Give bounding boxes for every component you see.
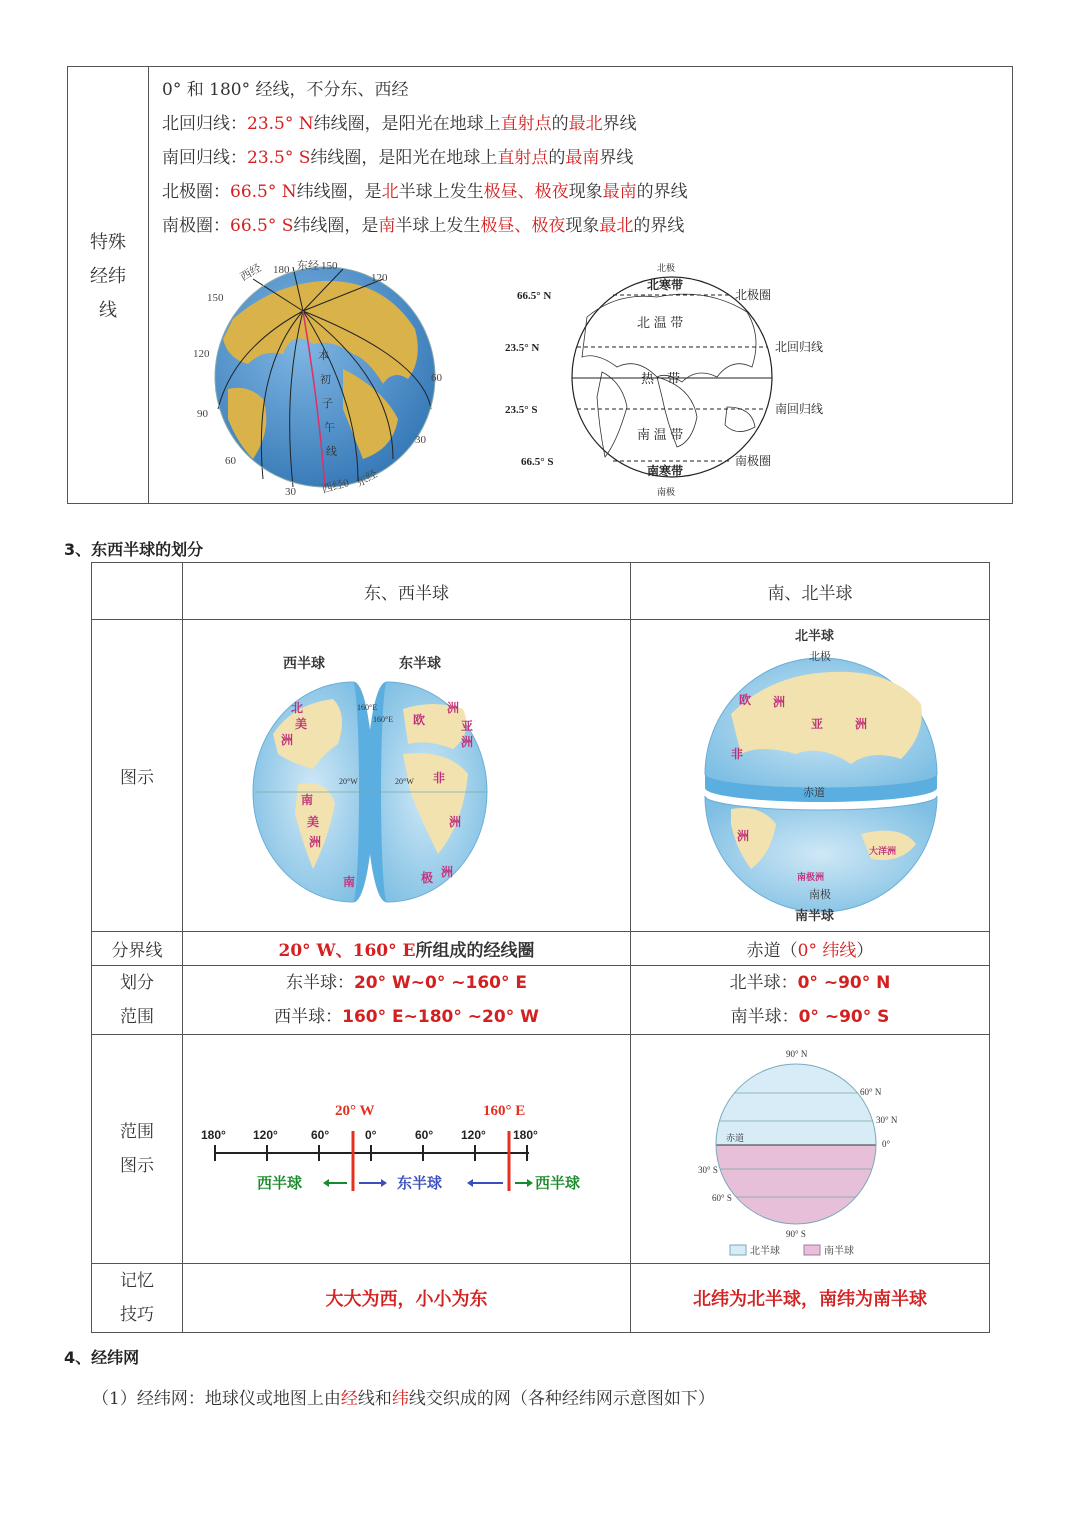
row-label-line: 特殊 <box>90 232 126 253</box>
climate-zones-diagram <box>505 257 824 497</box>
lat-label: 0° <box>882 1139 891 1149</box>
text-segment: 极昼、极夜 <box>480 216 566 236</box>
section-4-line <box>92 1384 715 1409</box>
continent-char: 非 <box>433 771 446 785</box>
text-segment: 极昼、极夜 <box>483 182 569 202</box>
text-segment: 最北 <box>599 216 634 236</box>
word-wei: 纬 <box>391 1389 409 1409</box>
continent-label: 南极洲 <box>797 872 825 882</box>
lat-label: 30° S <box>698 1165 718 1175</box>
ns-globe-cell <box>631 620 990 932</box>
meridian-globe-diagram <box>193 259 453 499</box>
globe1-label: 150 <box>321 260 338 272</box>
boundary-text: 赤道（ <box>746 941 798 961</box>
row-label-boundary: 分界线 <box>92 932 183 966</box>
globe1-label: 西经 <box>238 262 264 284</box>
east-west-hemisphere-diagram <box>253 654 513 904</box>
special-line-row <box>162 141 688 175</box>
memory-ew: 大大为西，小小为东 <box>183 1264 631 1333</box>
text-segment: 南 <box>378 216 396 236</box>
south-hemisphere-title: 南半球 <box>795 908 835 923</box>
continent-char: 洲 <box>461 735 474 749</box>
continent-char: 南 <box>343 875 356 889</box>
text-segment: 北回归线： <box>162 114 247 134</box>
legend-north-swatch <box>730 1245 746 1255</box>
north-south-hemisphere-diagram <box>701 624 941 924</box>
division-text: 西半球： <box>274 1007 343 1027</box>
arrow-head <box>323 1179 329 1187</box>
arrow-head <box>467 1179 473 1187</box>
axis-tick-label: 60° <box>415 1128 434 1142</box>
continent-char: 美 <box>307 815 320 829</box>
prime-meridian-char: 子 <box>322 398 333 410</box>
division-ns <box>631 966 990 1035</box>
lat-label: 90° N <box>786 1049 808 1059</box>
equator-label: 赤道 <box>803 787 825 799</box>
east-hemisphere-label: 东半球 <box>397 1175 443 1192</box>
text-segment: 23.5° N <box>247 114 314 134</box>
globe1-label: 东经 <box>297 260 319 272</box>
division-line <box>631 1000 989 1034</box>
continent-char: 欧 <box>413 713 426 727</box>
content-cell <box>149 67 1013 504</box>
west-hemisphere-label: 西半球 <box>535 1175 581 1192</box>
continent-char: 极 <box>421 871 434 885</box>
special-line-row <box>162 209 688 243</box>
globe1-label: 90 <box>197 408 208 420</box>
globe1-label: 60 <box>431 372 442 384</box>
special-line-row <box>162 175 688 209</box>
text-segment: 的界线 <box>636 182 688 202</box>
text-segment: 最北 <box>568 114 603 134</box>
arrow-head <box>381 1179 387 1187</box>
globe1-label: 120 <box>193 348 210 360</box>
zone-label: 南寒带 <box>647 464 684 478</box>
text-segment: 纬线圈，是阳光在地球上 <box>310 148 498 168</box>
text-segment: 的 <box>548 148 566 168</box>
legend-north-label: 北半球 <box>750 1246 780 1257</box>
text-segment: 的界线 <box>633 216 685 236</box>
lat-name: 南回归线 <box>775 402 824 416</box>
globe1-label: 西经0 <box>320 477 351 496</box>
north-pole-label: 北极 <box>809 651 831 663</box>
row-label-line: 经纬 <box>90 266 126 287</box>
axis-tick-label: 180° <box>201 1128 226 1142</box>
lat-label: 90° S <box>786 1229 806 1239</box>
meridian-label: 160°E <box>373 715 394 724</box>
prime-meridian-char: 本 <box>318 350 329 362</box>
prime-meridian-char: 午 <box>324 422 335 434</box>
zone-label: 南 温 带 <box>637 427 684 442</box>
row-label-range-diagram <box>92 1035 183 1264</box>
lat-label: 30° N <box>876 1115 898 1125</box>
division-line <box>183 1000 630 1034</box>
division-text: 南半球： <box>730 1007 799 1027</box>
header-empty-cell <box>92 563 183 620</box>
division-text: 160° E~180° ~20° W <box>342 1007 539 1027</box>
axis-tick-label: 60° <box>311 1128 330 1142</box>
axis-tick-label: 180° <box>513 1128 538 1142</box>
row-label-line: 图示 <box>120 1156 154 1176</box>
row-label-line: 记忆 <box>120 1271 154 1291</box>
text-segment: 半球上发生 <box>398 182 484 202</box>
header-ew: 东、西半球 <box>183 563 631 620</box>
south-fill <box>706 1145 886 1235</box>
continent-char: 洲 <box>281 733 294 747</box>
lat-name: 北极圈 <box>735 288 772 302</box>
lat-label: 60° S <box>712 1193 732 1203</box>
boundary-text: ） <box>856 941 874 961</box>
meridian-label: 20°W <box>339 777 358 786</box>
ew-globe-cell <box>183 620 631 932</box>
south-pole-label: 南极 <box>809 889 831 901</box>
text-segment: 的 <box>551 114 569 134</box>
division-line <box>183 966 630 1000</box>
memory-ns: 北纬为北半球，南纬为南半球 <box>631 1264 990 1333</box>
lat-label: 60° N <box>860 1087 882 1097</box>
line-mid: 线和 <box>357 1389 392 1409</box>
boundary-text: 0° 纬线 <box>797 941 857 961</box>
north-pole-label: 北极 <box>657 263 676 273</box>
prime-meridian-char: 初 <box>320 374 331 386</box>
special-lines-text <box>162 73 688 243</box>
globe1-label: 120 <box>371 272 388 284</box>
continent-char: 欧 <box>739 693 752 707</box>
latitude-diagram <box>686 1041 936 1259</box>
row-label-memory <box>92 1264 183 1333</box>
equator-label: 赤道 <box>726 1133 745 1143</box>
special-line-row <box>162 73 688 107</box>
text-segment: 23.5° S <box>247 148 311 168</box>
text-segment: 最南 <box>565 148 600 168</box>
axis-tick-label: 120° <box>461 1128 486 1142</box>
text-segment: 北 <box>381 182 399 202</box>
continent-char: 洲 <box>309 835 322 849</box>
continent-char: 洲 <box>773 695 786 709</box>
division-line <box>631 966 989 1000</box>
zone-label: 北寒带 <box>647 278 684 292</box>
text-segment: 南极圈： <box>162 216 230 236</box>
word-jing: 经 <box>340 1389 358 1409</box>
text-segment: 界线 <box>599 148 634 168</box>
prime-meridian-char: 线 <box>326 446 337 458</box>
text-segment: 北极圈： <box>162 182 230 202</box>
text-segment: 现象 <box>568 182 603 202</box>
text-segment: 半球上发生 <box>395 216 481 236</box>
text-segment: 最南 <box>602 182 637 202</box>
line-rest: 线交织成的网（各种经纬网示意图如下） <box>408 1389 715 1409</box>
text-segment: 66.5° N <box>230 182 297 202</box>
south-pole-label: 南极 <box>657 487 676 497</box>
axis-tick-label: 120° <box>253 1128 278 1142</box>
longitude-axis-diagram <box>201 1095 607 1195</box>
globe1-label: 180 <box>273 264 290 276</box>
division-text: 20° W~0° ~160° E <box>353 973 528 993</box>
continent-char: 洲 <box>737 829 750 843</box>
continent-char: 亚 <box>461 719 474 733</box>
continent-char: 美 <box>295 717 308 731</box>
row-label-line: 范围 <box>120 1007 154 1027</box>
text-segment: 直射点 <box>500 114 552 134</box>
row-label-cell <box>68 67 149 504</box>
west-hemisphere-title: 西半球 <box>283 655 325 671</box>
arrow-head <box>527 1179 533 1187</box>
lat-name: 北回归线 <box>775 340 824 354</box>
row-label-line: 技巧 <box>120 1305 154 1325</box>
header-ns: 南、北半球 <box>631 563 990 620</box>
division-text: 0° ~90° N <box>797 973 891 993</box>
globe1-label: 30 <box>415 434 426 446</box>
lat-label: 66.5° N <box>517 290 552 302</box>
text-segment: 66.5° S <box>230 216 294 236</box>
row-label-division <box>92 966 183 1035</box>
division-text: 0° ~90° S <box>798 1007 890 1027</box>
meridian-label: 160°E <box>357 703 378 712</box>
boundary-text: 20° W、160° E <box>278 941 416 961</box>
continent-char: 亚 <box>811 717 824 731</box>
lat-name: 南极圈 <box>735 454 772 468</box>
globe1-label: 150 <box>207 292 224 304</box>
globe1-label: 30 <box>285 486 296 498</box>
hemispheres-table <box>91 562 990 1333</box>
legend-south-swatch <box>804 1245 820 1255</box>
row-label-line: 线 <box>99 300 117 321</box>
continent-label: 大洋洲 <box>869 846 897 856</box>
boundary-ns <box>631 932 990 966</box>
row-label-line: 范围 <box>120 1122 154 1142</box>
text-segment: 界线 <box>602 114 637 134</box>
longitude-axis-cell <box>183 1035 631 1264</box>
zone-label: 热 带 <box>641 371 681 386</box>
text-segment: 纬线圈，是阳光在地球上 <box>313 114 501 134</box>
boundary-ew <box>183 932 631 966</box>
special-line-row <box>162 107 688 141</box>
division-ew <box>183 966 631 1035</box>
text-segment: 0° 和 180° 经线，不分东、西经 <box>162 80 409 100</box>
axis-tick-label: 0° <box>365 1128 377 1142</box>
globe1-label: 60 <box>225 455 236 467</box>
special-lines-table <box>67 66 1013 504</box>
meridian-label: 20°W <box>395 777 414 786</box>
continent-char: 洲 <box>855 717 868 731</box>
latitude-diagram-cell <box>631 1035 990 1264</box>
boundary-text: 所组成的经线圈 <box>415 941 535 961</box>
section-4-heading: 4、经纬网 <box>64 1348 140 1367</box>
marker-20w-label: 20° W <box>335 1103 375 1119</box>
text-segment: 纬线圈，是 <box>296 182 382 202</box>
continent-char: 洲 <box>441 865 454 879</box>
row-label-line: 划分 <box>120 973 154 993</box>
lat-label: 66.5° S <box>521 456 554 468</box>
text-segment: 直射点 <box>497 148 549 168</box>
east-hemisphere-title: 东半球 <box>399 655 441 671</box>
globe1-label: 东经 <box>354 468 380 490</box>
continent-char: 北 <box>291 701 304 715</box>
north-hemisphere-title: 北半球 <box>795 628 835 643</box>
west-hemisphere-label: 西半球 <box>257 1175 303 1192</box>
marker-160e-label: 160° E <box>483 1103 526 1119</box>
row-label-diagram: 图示 <box>92 620 183 932</box>
text-segment: 纬线圈，是 <box>293 216 379 236</box>
lat-label: 23.5° S <box>505 404 538 416</box>
continent-char: 洲 <box>449 815 462 829</box>
text-segment: 现象 <box>565 216 600 236</box>
zone-label: 北 温 带 <box>637 315 684 330</box>
continent-char: 南 <box>301 793 314 807</box>
continent-char: 洲 <box>447 701 460 715</box>
continent-char: 非 <box>731 747 744 761</box>
division-text: 东半球： <box>285 973 354 993</box>
lat-label: 23.5° N <box>505 342 540 354</box>
section-3-heading: 3、东西半球的划分 <box>64 540 204 559</box>
legend-south-label: 南半球 <box>824 1246 854 1257</box>
text-segment: 南回归线： <box>162 148 247 168</box>
division-text: 北半球： <box>729 973 798 993</box>
line-prefix: （1）经纬网：地球仪或地图上由 <box>92 1389 341 1409</box>
